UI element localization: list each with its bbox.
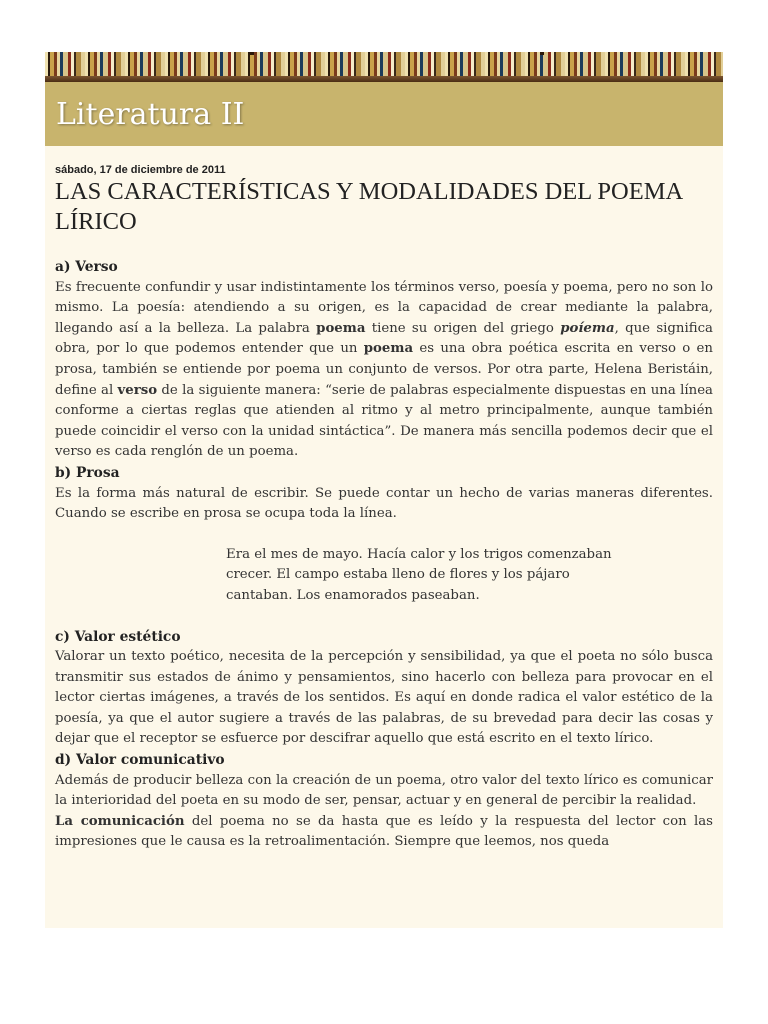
- bold-term: poema: [316, 320, 366, 336]
- bookshelf-banner: [45, 52, 723, 82]
- quote-line: Era el mes de mayo. Hacía calor y los trigos comenzaban: [226, 546, 612, 562]
- quote-line: cantaban. Los enamorados paseaban.: [226, 587, 480, 603]
- shelf-post: [540, 52, 544, 55]
- post-title[interactable]: LAS CARACTERÍSTICAS Y MODALIDADES DEL POEMA LÍRICO: [55, 178, 682, 235]
- prose-example-quote: [226, 545, 656, 607]
- text-span: del poema no se da hasta que es leído y la respuesta del lector con las impresiones que le causa es la retroalimentación. Siempre que leemos, nos queda: [55, 813, 713, 850]
- blog-title[interactable]: Literatura II: [56, 96, 245, 132]
- paragraph-verso: [55, 278, 713, 463]
- blog-header: [45, 82, 723, 146]
- post-date: sábado, 17 de diciembre de 2011: [55, 164, 226, 176]
- paragraph-comunicacion: [55, 812, 713, 853]
- blog-page: [45, 52, 723, 928]
- text-span: , que significa obra, por lo que podemos entender que un: [55, 320, 713, 357]
- text-span: tiene su origen del griego: [365, 320, 561, 336]
- bold-term: verso: [117, 382, 158, 398]
- section-heading-estetico: c) Valor estético: [55, 628, 181, 645]
- post-content: [45, 146, 723, 853]
- text-span: Es frecuente confundir y usar indistintamente los términos verso, poesía y poema, pero no son lo mismo. La poesía: atendiendo a su origen, es la capacidad de crear mediante la palabra, llegando así a la belleza. La palabra: [55, 279, 713, 336]
- quote-line: crecer. El campo estaba lleno de flores y los pájaro: [226, 567, 570, 583]
- shelf: [45, 76, 723, 82]
- paragraph-prosa: Es la forma más natural de escribir. Se puede contar un hecho de varias maneras diferentes. Cuando se escribe en prosa se ocupa toda la línea.: [55, 485, 713, 522]
- bold-term: La comunicación: [55, 813, 185, 829]
- books-image: [45, 52, 723, 76]
- shelf-post: [250, 52, 254, 55]
- section-heading-comunicativo: d) Valor comunicativo: [55, 752, 225, 769]
- paragraph-comunicativo: Además de producir belleza con la creación de un poema, otro valor del texto lírico es comunicar la interioridad del poeta en su modo de ser, pensar, actuar y en general de percibir la realidad.: [55, 772, 713, 809]
- post-body: [55, 257, 713, 853]
- text-span: de la siguiente manera: “serie de palabras especialmente dispuestas en una línea conforme a ciertas reglas que atienden al ritmo y al metro principalmente, aunque también puede coincidir el verso con la unidad sintáctica”. De manera más sencilla podemos decir que el verso es cada renglón de un poema.: [55, 382, 713, 460]
- paragraph-estetico: Valorar un texto poético, necesita de la percepción y sensibilidad, ya que el poeta no sólo busca transmitir sus estados de ánimo y pensamientos, sino hacerlo con belleza para provocar en el lector ciertas imágenes, a través de los sentidos. Es aquí en donde radica el valor estético de la poesía, ya que el autor sugiere a través de las palabras, de su brevedad para decir las cosas y dejar que el receptor se esfuerce por descifrar aquello que está escrito en el texto lírico.: [55, 649, 713, 747]
- bold-italic-term: poíema: [560, 320, 615, 336]
- text-span: es una obra poética escrita en verso o en prosa, también se entiende por poema un conjunto de versos. Por otra parte, Helena Beristáin, define al: [55, 341, 713, 398]
- section-heading-prosa: b) Prosa: [55, 464, 120, 481]
- bold-term: poema: [363, 341, 414, 357]
- section-heading-verso: a) Verso: [55, 259, 118, 275]
